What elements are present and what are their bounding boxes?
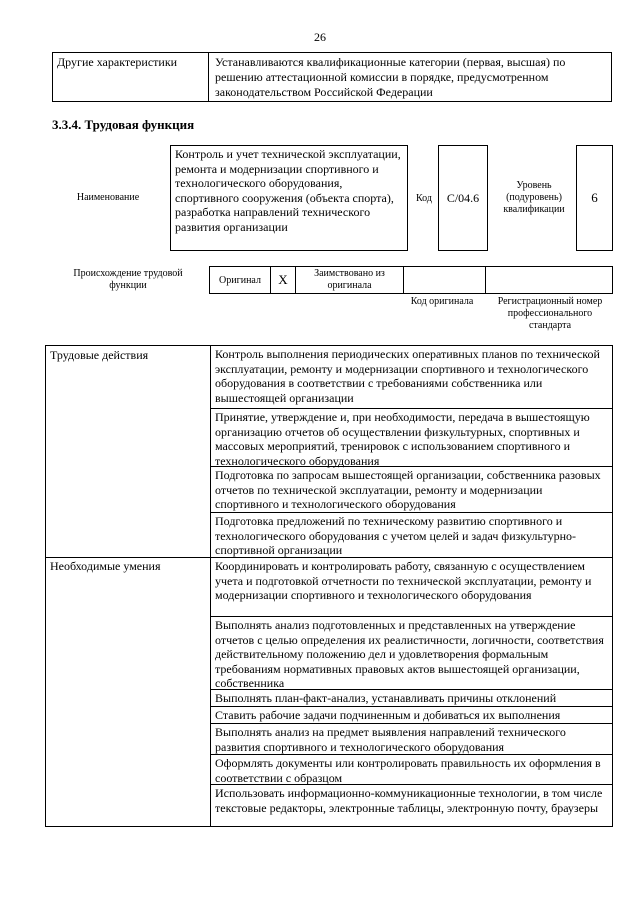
list-item: Контроль выполнения периодических оперативных планов по технической эксплуатации, ремонту и модернизации спортивного и технологического оборудования в соответствии с требованиями собственника или вышестоящей организации <box>215 347 600 405</box>
list-item: Подготовка по запросам вышестоящей организации, собственника разовых отчетов по технической эксплуатации, ремонту и модернизации спортивного и технологического оборудования <box>211 466 612 512</box>
group-labels-column <box>46 346 211 826</box>
other-characteristics-label: Другие характеристики <box>53 53 209 101</box>
origin-label: Происхождение трудовой функции <box>73 268 183 291</box>
group-label-actions: Трудовые действия <box>50 348 149 362</box>
list-item: Координировать и контролировать работу, связанную с осуществлением учета и подготовкой отчетности по технической эксплуатации, ремонту и модернизации спортивного и технологического оборудования <box>211 557 612 616</box>
list-item: Использовать информационно-коммуникационные технологии, в том числе текстовые редакторы, электронные таблицы, электронную почту, браузеры <box>211 784 612 828</box>
qualification-level-label: Уровень (подуровень) квалификации <box>503 180 565 215</box>
function-name-box: Контроль и учет технической эксплуатации, ремонта и модернизации спортивного и технологического оборудования, спортивного сооружения (объекта спорта), разработка направлений технического развития организации <box>170 145 408 251</box>
group-separator <box>46 557 210 558</box>
function-code-box: C/04.6 <box>438 145 488 251</box>
list-item: Выполнять план-факт-анализ, устанавливать причины отклонений <box>211 689 612 706</box>
other-characteristics-value: Устанавливаются квалификационные категории (первая, высшая) по решению аттестационной комиссии в порядке, предусмотренном законодательством Российской Федерации <box>215 55 566 99</box>
other-characteristics-table <box>52 52 612 102</box>
origin-row <box>209 266 613 294</box>
code-label: Код <box>416 193 432 204</box>
code-original-label: Код оригинала <box>410 296 474 307</box>
section-title: 3.3.4. Трудовая функция <box>52 117 195 132</box>
original-mark: X <box>270 267 296 293</box>
list-item: Подготовка предложений по техническому развитию спортивного и технологического оборудования с учетом целей и задач физкультурно-спортивной организации <box>211 512 612 557</box>
qualification-level-box: 6 <box>576 145 613 251</box>
page-number: 26 <box>314 30 326 44</box>
original-label: Оригинал <box>219 274 261 286</box>
borrowed-label: Заимствовано из оригинала <box>296 267 404 293</box>
labor-function-table <box>45 345 613 827</box>
reg-number-label: Регистрационный номер профессионального стандарта <box>497 296 603 331</box>
reg-number-cell <box>486 267 612 293</box>
list-item: Принятие, утверждение и, при необходимости, передача в вышестоящую организацию отчетов об осуществлении физкультурных, спортивных и массовых мероприятий, тренировок с использованием спортивного и технологического оборудования <box>211 408 612 466</box>
group-items-column <box>211 346 612 826</box>
list-item: Ставить рабочие задачи подчиненным и добиваться их выполнения <box>211 706 612 723</box>
list-item: Выполнять анализ на предмет выявления направлений технического развития спортивного и технологического оборудования <box>211 723 612 754</box>
code-original-cell <box>404 267 486 293</box>
list-item: Оформлять документы или контролировать правильность их оформления в соответствии с образцом <box>211 754 612 784</box>
list-item: Выполнять анализ подготовленных и представленных на утверждение отчетов с целью определения их реалистичности, логичности, соответствия действительному положению дел и удовлетворения формальным требованиям нормативных правовых актов вышестоящей организации, собственника <box>211 616 612 689</box>
name-label: Наименование <box>76 192 140 203</box>
group-label-skills: Необходимые умения <box>50 559 161 573</box>
